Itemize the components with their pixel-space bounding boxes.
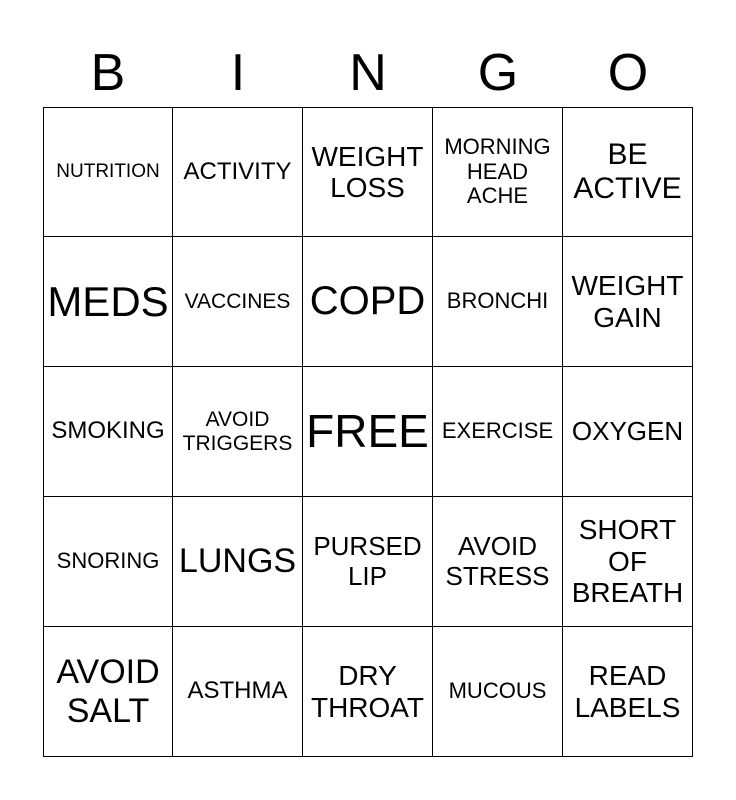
header-letter-o: O <box>607 44 649 102</box>
bingo-cell-free[interactable] <box>303 367 433 497</box>
bingo-cell[interactable] <box>563 237 693 367</box>
cell-label: BE ACTIVE <box>573 138 682 205</box>
cell-label: AVOID STRESS <box>445 531 550 591</box>
bingo-header <box>43 40 693 106</box>
cell-label: MEDS <box>47 277 169 325</box>
bingo-card-grid <box>43 107 693 757</box>
bingo-cell[interactable] <box>173 497 303 627</box>
cell-label: NUTRITION <box>56 161 160 183</box>
bingo-cell[interactable] <box>43 497 173 627</box>
free-space-label: FREE <box>306 404 429 457</box>
cell-label: MORNING HEAD ACHE <box>444 134 551 209</box>
header-letter-i: I <box>230 44 246 102</box>
bingo-cell[interactable] <box>43 107 173 237</box>
cell-label: BRONCHI <box>446 288 549 314</box>
cell-label: WEIGHT LOSS <box>311 140 424 203</box>
cell-label: VACCINES <box>184 289 291 313</box>
bingo-cell[interactable] <box>563 367 693 497</box>
bingo-cell[interactable] <box>303 107 433 237</box>
bingo-cell[interactable] <box>433 237 563 367</box>
cell-label: AVOID SALT <box>56 653 160 730</box>
bingo-cell[interactable] <box>43 367 173 497</box>
bingo-cell[interactable] <box>303 237 433 367</box>
bingo-cell[interactable] <box>433 107 563 237</box>
cell-label: ASTHMA <box>187 677 288 705</box>
cell-label: COPD <box>309 279 426 324</box>
bingo-cell[interactable] <box>563 497 693 627</box>
header-letter-n: N <box>349 44 387 102</box>
bingo-cell[interactable] <box>303 627 433 757</box>
cell-label: READ LABELS <box>574 660 681 723</box>
header-letter-g: G <box>477 44 519 102</box>
bingo-cell[interactable] <box>303 497 433 627</box>
cell-label: WEIGHT GAIN <box>571 270 684 333</box>
cell-label: LUNGS <box>178 542 297 581</box>
bingo-cell[interactable] <box>173 627 303 757</box>
bingo-cell[interactable] <box>43 627 173 757</box>
cell-label: PURSED LIP <box>313 531 422 591</box>
bingo-cell[interactable] <box>173 367 303 497</box>
bingo-cell[interactable] <box>433 497 563 627</box>
cell-label: ACTIVITY <box>183 157 292 185</box>
bingo-cell[interactable] <box>433 627 563 757</box>
bingo-cell[interactable] <box>563 627 693 757</box>
cell-label: MUCOUS <box>448 678 547 704</box>
cell-label: OXYGEN <box>571 415 684 446</box>
bingo-cell[interactable] <box>43 237 173 367</box>
cell-label: EXERCISE <box>441 418 554 444</box>
header-letter-b: B <box>90 44 126 102</box>
cell-label: DRY THROAT <box>310 660 425 723</box>
cell-label: SMOKING <box>51 417 165 445</box>
cell-label: SHORT OF BREATH <box>571 514 684 609</box>
bingo-cell[interactable] <box>563 107 693 237</box>
bingo-cell[interactable] <box>173 237 303 367</box>
bingo-cell[interactable] <box>173 107 303 237</box>
bingo-cell[interactable] <box>433 367 563 497</box>
cell-label: AVOID TRIGGERS <box>182 407 293 455</box>
cell-label: SNORING <box>56 548 160 574</box>
